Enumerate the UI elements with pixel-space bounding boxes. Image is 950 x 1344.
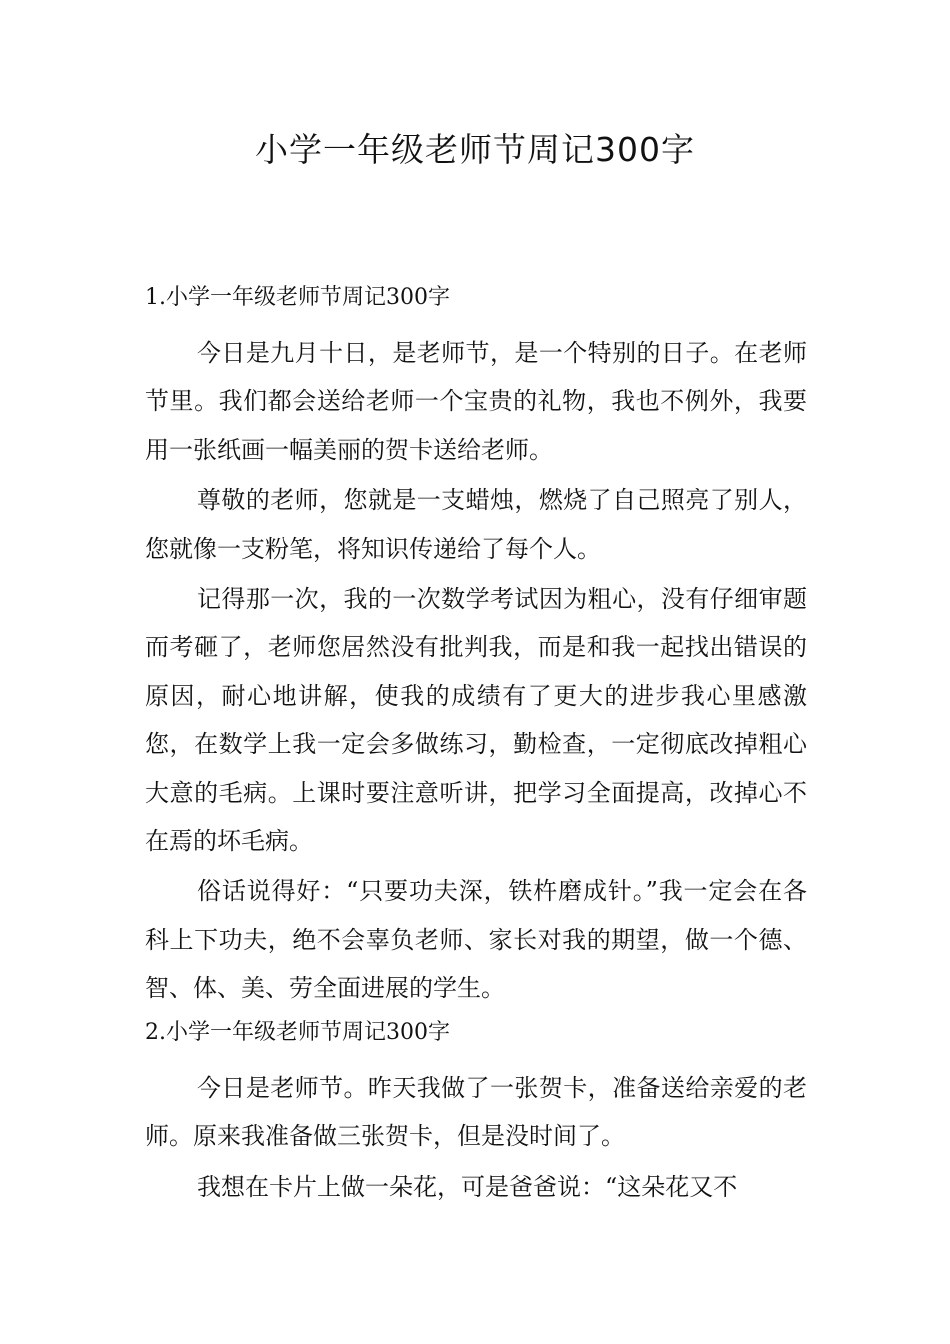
- section-2: [145, 1013, 807, 1211]
- document-title: 小学一年级老师节周记300字: [255, 130, 695, 169]
- section-heading: 2.小学一年级老师节周记300字: [145, 1019, 450, 1045]
- paragraph: 俗话说得好：“只要功夫深，铁杵磨成针。”我一定会在各科上下功夫，绝不会辜负老师、家长对我的期望，做一个德、智、体、美、劳全面进展的学生。: [145, 877, 807, 1003]
- paragraph: 我想在卡片上做一朵花，可是爸爸说：“这朵花又不: [197, 1172, 738, 1201]
- section-heading: 1.小学一年级老师节周记300字: [145, 285, 450, 310]
- paragraph: 尊敬的老师，您就是一支蜡烛，燃烧了自己照亮了别人，您就像一支粉笔，将知识传递给了每个人。: [145, 486, 807, 563]
- document-body: [145, 278, 807, 1211]
- paragraph: 今日是老师节。昨天我做了一张贺卡，准备送给亲爱的老师。原来我准备做三张贺卡，但是没时间了。: [145, 1073, 807, 1151]
- paragraph: 今日是九月十日，是老师节，是一个特别的日子。在老师节里。我们都会送给老师一个宝贵的礼物，我也不例外，我要用一张纸画一幅美丽的贺卡送给老师。: [145, 339, 807, 464]
- section-1: [145, 278, 807, 1013]
- paragraph: 记得那一次，我的一次数学考试因为粗心，没有仔细审题而考砸了，老师您居然没有批判我，而是和我一起找出错误的原因，耐心地讲解，使我的成绩有了更大的进步我心里感激您，在数学上我一定会多做练习，勤检查，一定彻底改掉粗心大意的毛病。上课时要注意听讲，把学习全面提高，改掉心不在焉的坏毛病。: [145, 585, 807, 856]
